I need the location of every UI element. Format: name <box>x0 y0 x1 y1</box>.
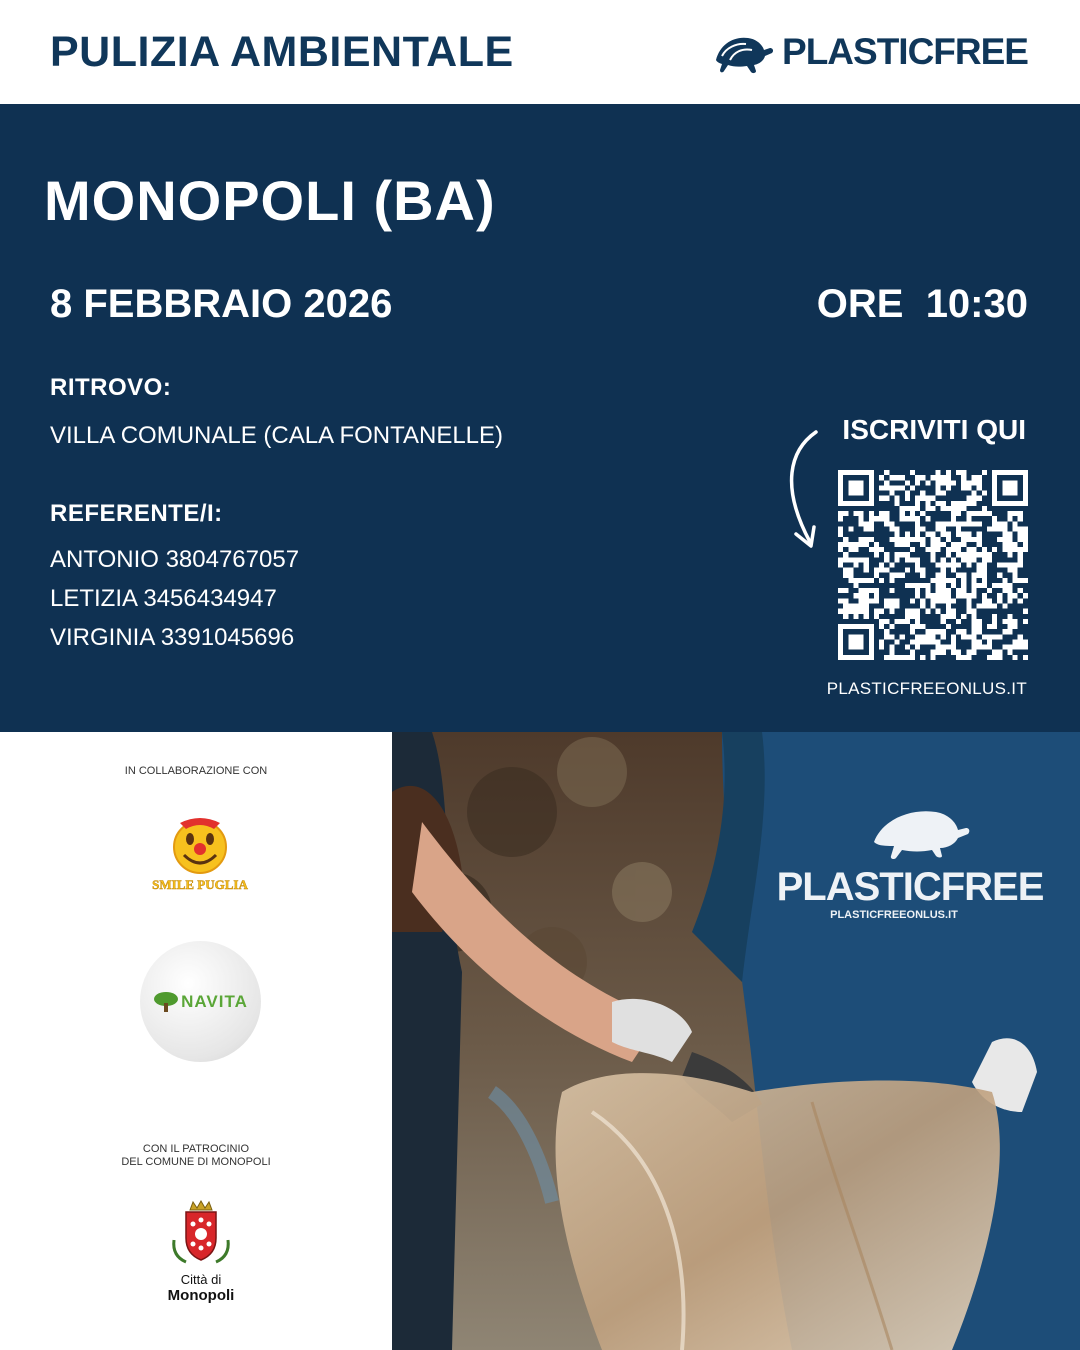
page-title: PULIZIA AMBIENTALE <box>50 28 514 76</box>
event-info-panel <box>0 104 1080 732</box>
partners-sidebar <box>0 732 392 1350</box>
event-time: ORE 10:30 <box>816 282 1028 326</box>
patronage-line-1: CON IL PATROCINIO <box>142 1143 250 1155</box>
plasticfree-logo <box>712 30 1028 74</box>
signup-label: ISCRIVITI QUI <box>842 414 1026 445</box>
smile-puglia-logo <box>150 817 250 897</box>
brand-name: PLASTICFREE <box>782 31 1028 72</box>
header-bar <box>0 0 1080 104</box>
monopoli-city-logo <box>166 1200 236 1310</box>
turtle-icon <box>712 30 774 74</box>
qr-code-icon[interactable] <box>838 470 1028 660</box>
contact-item: ANTONIO 3804767057 <box>50 546 300 573</box>
shirt-site-text: PLASTICFREEONLUS.IT <box>830 909 958 921</box>
curved-arrow-icon <box>772 426 832 556</box>
navita-logo <box>140 941 261 1062</box>
contacts-label: REFERENTE/I: <box>50 500 223 527</box>
event-date: 8 FEBBRAIO 2026 <box>50 282 393 326</box>
shirt-brand-text: PLASTICFREE <box>776 865 1044 909</box>
meeting-label: RITROVO: <box>50 374 172 401</box>
contact-item: LETIZIA 3456434947 <box>50 585 277 612</box>
smile-face-icon <box>150 817 250 897</box>
navita-text: NAVITA <box>181 991 248 1011</box>
meeting-place: VILLA COMUNALE (CALA FONTANELLE) <box>50 422 504 449</box>
tree-icon <box>153 991 179 1013</box>
volunteers-photo <box>392 732 1080 1350</box>
collaboration-label: IN COLLABORAZIONE CON <box>124 765 268 777</box>
website-link[interactable]: PLASTICFREEONLUS.IT <box>826 679 1027 698</box>
smile-puglia-text: SMILE PUGLIA <box>152 877 248 892</box>
coat-of-arms-icon <box>170 1200 232 1268</box>
patronage-line-2: DEL COMUNE DI MONOPOLI <box>121 1156 271 1168</box>
event-city: MONOPOLI (BA) <box>44 169 496 232</box>
city-logo-line-2: Monopoli <box>167 1287 235 1304</box>
contact-item: VIRGINIA 3391045696 <box>50 624 295 651</box>
city-logo-line-1: Città di <box>180 1272 222 1287</box>
